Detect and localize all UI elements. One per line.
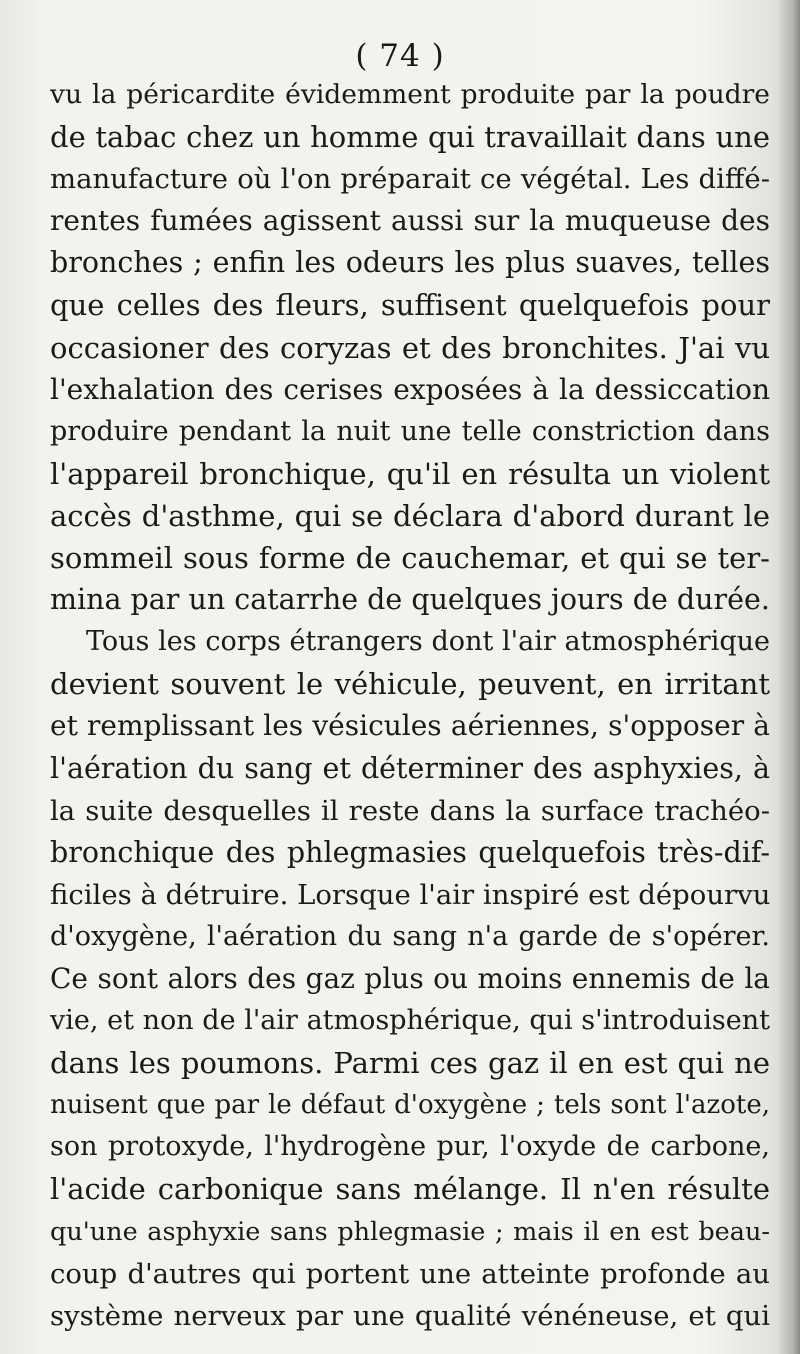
text-line: l'acide carbonique sans mélange. Il n'en résulte (50, 1172, 770, 1207)
text-line: occasioner des coryzas et des bronchites. J'ai vu (50, 330, 770, 365)
text-line: Ce sont alors des gaz plus ou moins ennemis de la (50, 961, 770, 995)
text-line: l'aération du sang et déterminer des asphyxies, à (50, 751, 770, 785)
text-line: la suite desquelles il reste dans la surface trachéo- (50, 794, 770, 827)
text-line: coup d'autres qui portent une atteinte profonde au (50, 1257, 770, 1290)
text-line: l'exhalation des cerises exposées à la dessiccation (50, 372, 770, 406)
text-line: nuisent que par le défaut d'oxygène ; tels sont l'azote, (50, 1090, 770, 1121)
text-line: l'appareil bronchique, qu'il en résulta un violent (50, 456, 770, 491)
text-line: son protoxyde, l'hydrogène pur, l'oxyde de carbone, (50, 1131, 770, 1163)
text-line: rentes fumées agissent aussi sur la muqueuse des (50, 204, 770, 238)
text-line: bronchique des phlegmasies quelquefois très-dif- (50, 835, 770, 869)
text-line: et remplissant les vésicules aériennes, s'opposer à (50, 709, 770, 743)
text-line: qu'une asphyxie sans phlegmasie ; mais il en est beau- (50, 1216, 770, 1247)
paragraph-start-line: Tous les corps étrangers dont l'air atmosphérique (86, 626, 770, 658)
text-line: ficiles à détruire. Lorsque l'air inspiré est dépourvu (50, 878, 770, 911)
body-text (50, 74, 770, 1337)
text-line: dans les poumons. Parmi ces gaz il en est qui ne (50, 1046, 770, 1081)
text-line: que celles des fleurs, suffisent quelquefois pour (50, 288, 770, 323)
text-line: sommeil sous forme de cauchemar, et qui se ter- (50, 541, 770, 576)
text-line: d'oxygène, l'aération du sang n'a garde de s'opérer. (50, 920, 770, 952)
text-line: vie, et non de l'air atmosphérique, qui s'introduisent (50, 1005, 770, 1037)
page-edge-shadow (778, 0, 800, 1354)
text-line: de tabac chez un homme qui travaillait dans une (50, 120, 770, 155)
text-line: devient souvent le véhicule, peuvent, en irritant (50, 667, 770, 702)
text-line: vu la péricardite évidemment produite par la poudre (50, 79, 770, 110)
text-line: produire pendant la nuit une telle constriction dans (50, 415, 770, 447)
text-line: accès d'asthme, qui se déclara d'abord durant le (50, 498, 770, 533)
page-number: ( 74 ) (355, 38, 445, 74)
text-line: manufacture où l'on préparait ce végétal. Les diffé- (50, 163, 770, 196)
text-line: système nerveux par une qualité vénéneuse, et qui (50, 1299, 770, 1332)
text-line: mina par un catarrhe de quelques jours de durée. (50, 583, 770, 617)
text-line: bronches ; enfin les odeurs les plus suaves, telles (50, 246, 770, 280)
